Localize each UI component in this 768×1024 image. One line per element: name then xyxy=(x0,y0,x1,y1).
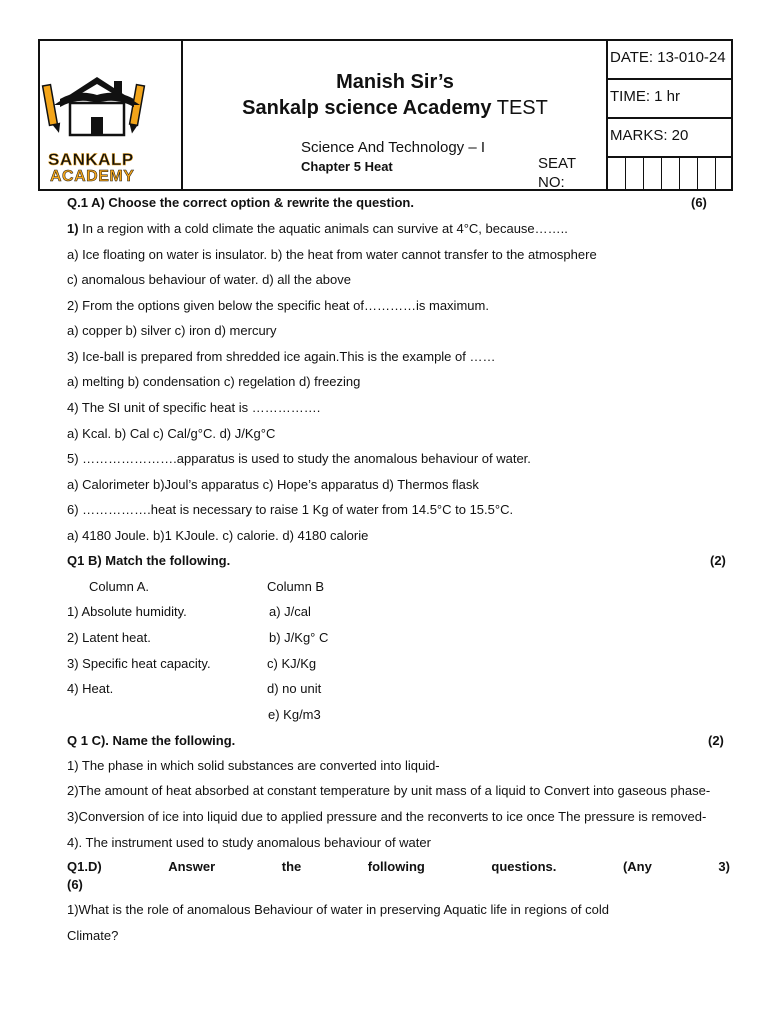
q1a-question-3: 3) Ice-ball is prepared from shredded ice again.This is the example of …… xyxy=(67,349,496,364)
q1c-item-1: 1) The phase in which solid substances are converted into liquid- xyxy=(67,758,440,773)
q1c-item-4: 4). The instrument used to study anomalous behaviour of water xyxy=(67,835,431,850)
q1a-options-6: a) 4180 Joule. b)1 KJoule. c) calorie. d) 4180 calorie xyxy=(67,528,369,543)
q1a-question-6: 6) …………….heat is necessary to raise 1 Kg of water from 14.5°C to 15.5°C. xyxy=(67,502,514,517)
time-field: TIME: 1 hr xyxy=(608,80,733,119)
q1b-marks: (2) xyxy=(710,553,726,568)
q1a-options-5: a) Calorimeter b)Joul’s apparatus c) Hope’s apparatus d) Thermos flask xyxy=(67,477,479,492)
seat-number-boxes[interactable] xyxy=(608,158,733,191)
marks-field: MARKS: 20 xyxy=(608,119,733,158)
header-table xyxy=(38,39,733,191)
q1a-options-1b: c) anomalous behaviour of water. d) all the above xyxy=(67,272,352,287)
seat-digit-box[interactable] xyxy=(698,158,716,189)
q1d-heading-word: (Any xyxy=(622,859,652,874)
match-right-item: b) J/Kg° C xyxy=(269,630,329,645)
q1a-question-1-text: In a region with a cold climate the aquatic animals can survive at 4°C, because…….. xyxy=(78,221,568,236)
academy-name: Sankalp science Academy xyxy=(242,97,492,119)
match-right-item: a) J/cal xyxy=(269,604,311,619)
q1c-marks: (2) xyxy=(708,733,724,748)
q1a-options-3: a) melting b) condensation c) regelation d) freezing xyxy=(67,374,361,389)
q1a-heading: Q.1 A) Choose the correct option & rewrite the question. xyxy=(67,195,414,210)
q1d-heading-word: Q1.D) xyxy=(67,859,102,874)
match-right-item: c) KJ/Kg xyxy=(267,656,317,671)
q1d-heading-word: following xyxy=(367,859,425,874)
match-right-item: d) no unit xyxy=(267,681,322,696)
q1d-heading-word: questions. xyxy=(491,859,557,874)
q1d-question-1-line2: Climate? xyxy=(67,928,119,943)
q1d-heading xyxy=(67,859,730,874)
test-title-line1: Manish Sir’s xyxy=(336,71,454,93)
match-right-item: e) Kg/m3 xyxy=(268,707,321,722)
q1a-options-4: a) Kcal. b) Cal c) Cal/g°C. d) J/Kg°C xyxy=(67,426,276,441)
q1d-question-1-line1: 1)What is the role of anomalous Behaviour of water in preserving Aquatic life in regions of cold xyxy=(67,902,609,917)
left-pencil-icon xyxy=(43,85,62,134)
seat-digit-box[interactable] xyxy=(644,158,662,189)
q1d-heading-word: Answer xyxy=(168,859,216,874)
q1a-question-4: 4) The SI unit of specific heat is ……………. xyxy=(67,400,321,415)
q1a-question-5: 5) ………………….apparatus is used to study the anomalous behaviour of water. xyxy=(67,451,531,466)
q1a-question-1-number: 1) xyxy=(67,221,79,236)
info-cell xyxy=(606,41,733,189)
seat-no-label: SEAT NO: xyxy=(538,155,576,191)
match-left-item: 1) Absolute humidity. xyxy=(67,604,187,619)
q1a-options-2: a) copper b) silver c) iron d) mercury xyxy=(67,323,277,338)
column-b-header: Column B xyxy=(267,579,325,594)
q1b-heading: Q1 B) Match the following. xyxy=(67,553,231,568)
chapter-name: Chapter 5 Heat xyxy=(301,159,393,174)
right-pencil-icon xyxy=(128,85,144,135)
match-left-item: 2) Latent heat. xyxy=(67,630,151,645)
q1a-options-1a: a) Ice floating on water is insulator. b) the heat from water cannot transfer to the atmosphere xyxy=(67,247,597,262)
column-a-header: Column A. xyxy=(89,579,149,594)
q1d-heading-word: the xyxy=(281,859,302,874)
door-icon xyxy=(91,117,103,135)
subject-name: Science And Technology – I xyxy=(301,139,486,156)
seat-digit-box[interactable] xyxy=(662,158,680,189)
logo-text-academy: ACADEMY xyxy=(50,168,135,185)
seat-digit-box[interactable] xyxy=(680,158,698,189)
q1d-marks: (6) xyxy=(67,877,83,892)
seat-digit-box[interactable] xyxy=(626,158,644,189)
seat-digit-box[interactable] xyxy=(716,158,733,189)
match-left-item: 4) Heat. xyxy=(67,681,114,696)
q1c-heading: Q 1 C). Name the following. xyxy=(67,733,236,748)
title-cell xyxy=(183,41,607,189)
q1a-question-2: 2) From the options given below the specific heat of…………is maximum. xyxy=(67,298,489,313)
date-field: DATE: 13-010-24 xyxy=(608,41,733,80)
q1d-heading-word: 3) xyxy=(718,859,730,874)
q1a-question-1 xyxy=(67,221,568,236)
test-title-line2 xyxy=(183,97,607,120)
match-left-item: 3) Specific heat capacity. xyxy=(67,656,211,671)
logo-cell xyxy=(40,41,183,189)
seat-digit-box[interactable] xyxy=(608,158,626,189)
q1c-item-2: 2)The amount of heat absorbed at constant temperature by unit mass of a liquid to Convert into gaseous phase- xyxy=(67,783,711,798)
q1c-item-3: 3)Conversion of ice into liquid due to applied pressure and the reconverts to ice once The pressure is removed- xyxy=(67,809,707,824)
logo-text-sankalp: SANKALP xyxy=(48,150,134,169)
q1a-marks: (6) xyxy=(691,195,707,210)
test-word: TEST xyxy=(491,97,548,119)
